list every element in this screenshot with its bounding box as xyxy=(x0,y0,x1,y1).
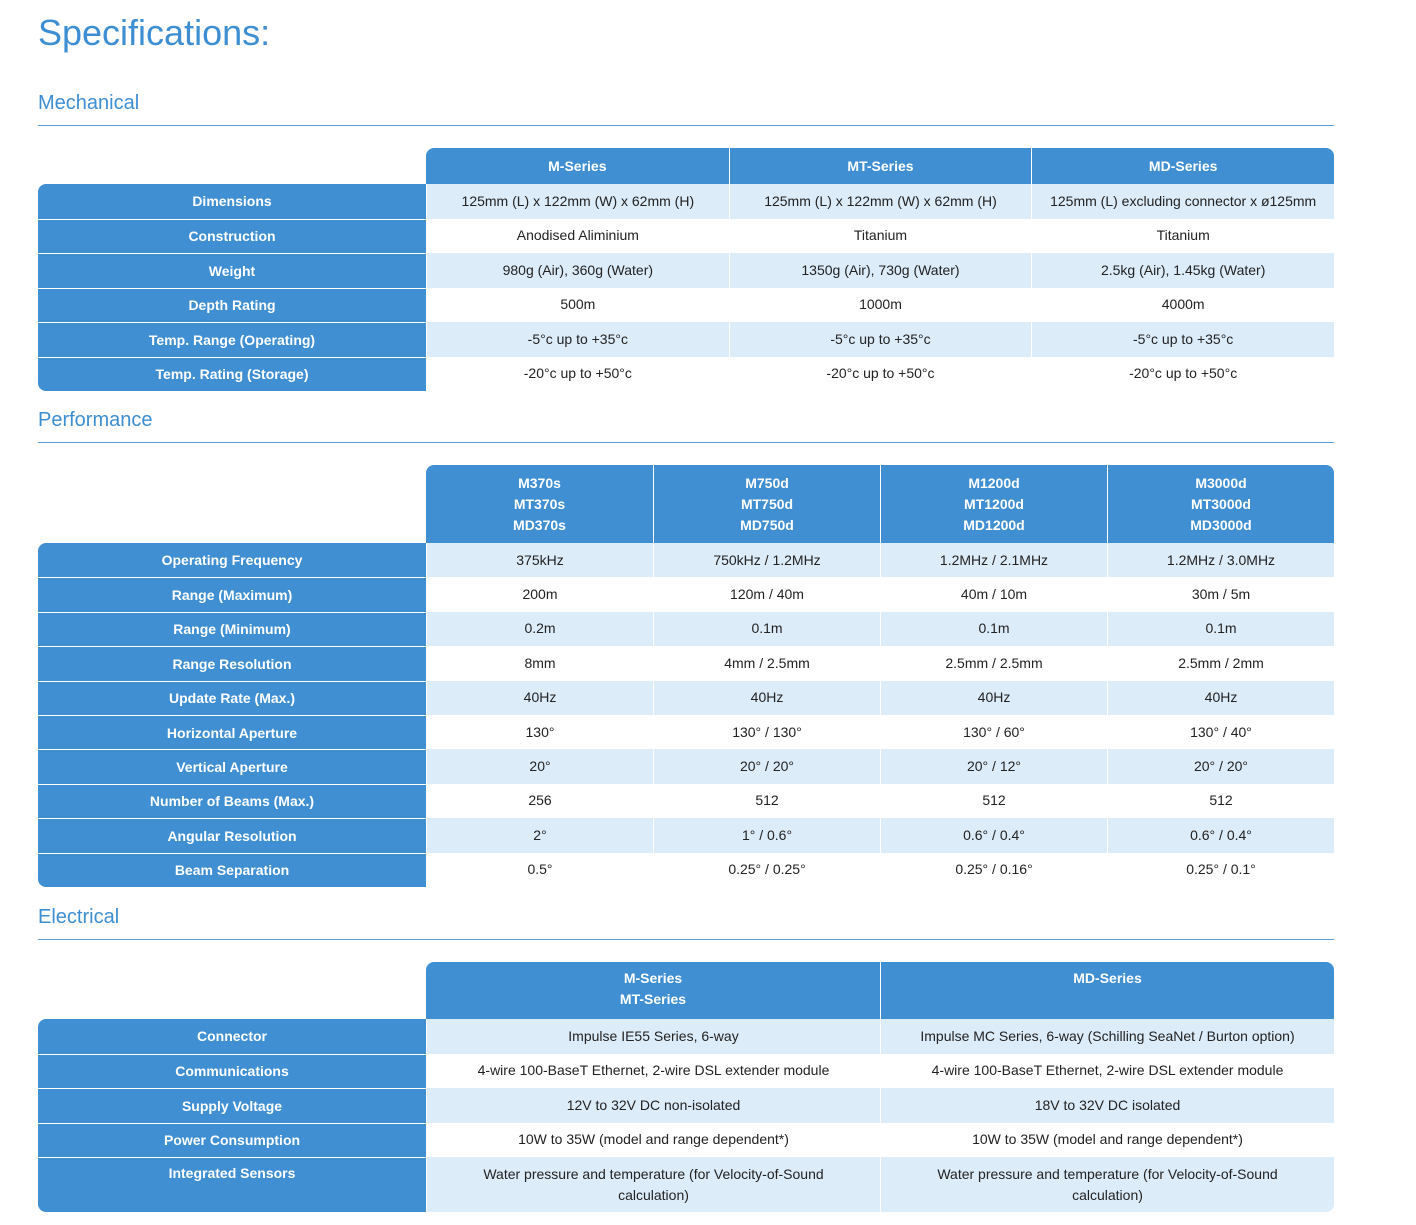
model-name: M1200d xyxy=(968,474,1020,491)
table-cell: 4-wire 100-BaseT Ethernet, 2-wire DSL extender module xyxy=(426,1054,880,1089)
table-cell: 1000m xyxy=(729,288,1032,323)
row-label: Range (Maximum) xyxy=(38,577,426,611)
table-cell: 30m / 5m xyxy=(1107,577,1334,611)
row-label: Beam Separation xyxy=(38,853,426,887)
section-title: Mechanical xyxy=(38,92,140,114)
table-cell: 0.6° / 0.4° xyxy=(1107,818,1334,852)
row-label: Dimensions xyxy=(38,184,426,219)
row-label: Weight xyxy=(38,253,426,288)
table-row xyxy=(38,1157,1334,1212)
table-row xyxy=(38,1088,1334,1123)
model-name: MD1200d xyxy=(963,516,1025,533)
table-cell: 500m xyxy=(426,288,729,323)
series-name: MT-Series xyxy=(619,991,687,1007)
row-label: Horizontal Aperture xyxy=(38,715,426,749)
model-name: M370s xyxy=(518,474,561,491)
row-label: Depth Rating xyxy=(38,288,426,323)
table-cell: 20° / 20° xyxy=(1107,749,1334,783)
mechanical-spec-table xyxy=(38,148,1334,391)
table-row xyxy=(38,357,1334,392)
table-row xyxy=(38,853,1334,887)
model-name: M3000d xyxy=(1195,474,1247,491)
table-cell: 20° xyxy=(426,749,653,783)
table-cell: 0.1m xyxy=(1107,612,1334,646)
table-row xyxy=(38,681,1334,715)
table-cell: 512 xyxy=(653,784,880,818)
model-name: MT370s xyxy=(513,495,566,512)
table-cell: 2.5mm / 2mm xyxy=(1107,646,1334,680)
cell-line: calculation) xyxy=(1072,1186,1143,1203)
table-cell: 512 xyxy=(880,784,1107,818)
table-cell: 375kHz xyxy=(426,543,653,577)
table-cell: 130° / 60° xyxy=(880,715,1107,749)
row-label: Connector xyxy=(38,1019,426,1054)
table-cell: 1.2MHz / 3.0MHz xyxy=(1107,543,1334,577)
section-heading-mechanical xyxy=(38,92,1334,126)
table-cell: 40m / 10m xyxy=(880,577,1107,611)
table-cell: 40Hz xyxy=(880,681,1107,715)
table-row xyxy=(38,818,1334,852)
model-name: MT750d xyxy=(740,495,794,512)
model-name: MD370s xyxy=(513,516,566,533)
table-cell: 200m xyxy=(426,577,653,611)
model-name: MT3000d xyxy=(1191,495,1251,512)
table-cell: 18V to 32V DC isolated xyxy=(880,1088,1334,1123)
table-row xyxy=(38,1019,1334,1054)
table-cell: 40Hz xyxy=(1107,681,1334,715)
table-cell: 130° xyxy=(426,715,653,749)
table-row xyxy=(38,219,1334,254)
row-label: Vertical Aperture xyxy=(38,749,426,783)
row-label: Temp. Rating (Storage) xyxy=(38,357,426,392)
table-cell: 10W to 35W (model and range dependent*) xyxy=(880,1123,1334,1158)
section-heading-performance xyxy=(38,409,1334,443)
row-label: Communications xyxy=(38,1054,426,1089)
table-cell: 125mm (L) excluding connector x ø125mm xyxy=(1031,184,1334,219)
column-header-m-series: M-Series xyxy=(426,148,729,184)
table-row xyxy=(38,646,1334,680)
electrical-spec-table xyxy=(38,962,1334,1212)
table-cell: 130° / 40° xyxy=(1107,715,1334,749)
table-cell: Anodised Aliminium xyxy=(426,219,729,254)
page-title: Specifications: xyxy=(38,12,271,53)
row-label: Range Resolution xyxy=(38,646,426,680)
table-row xyxy=(38,253,1334,288)
table-cell: 12V to 32V DC non-isolated xyxy=(426,1088,880,1123)
table-cell: 130° / 130° xyxy=(653,715,880,749)
header-blank-cell xyxy=(38,148,426,184)
table-cell: 980g (Air), 360g (Water) xyxy=(426,253,729,288)
section-title: Electrical xyxy=(38,906,120,928)
table-row xyxy=(38,1054,1334,1089)
column-header-m-mt-series xyxy=(426,962,880,1019)
table-row xyxy=(38,749,1334,783)
row-label: Integrated Sensors xyxy=(38,1157,426,1212)
cell-line: calculation) xyxy=(618,1186,689,1203)
table-cell: 2.5mm / 2.5mm xyxy=(880,646,1107,680)
table-row xyxy=(38,184,1334,219)
table-cell: 2° xyxy=(426,818,653,852)
series-name: MD-Series xyxy=(1073,970,1142,986)
model-name: MD3000d xyxy=(1190,516,1252,533)
table-cell: -5°c up to +35°c xyxy=(426,322,729,357)
table-cell: 0.25° / 0.1° xyxy=(1107,853,1334,887)
table-cell: 1350g (Air), 730g (Water) xyxy=(729,253,1032,288)
column-header-3000d xyxy=(1107,465,1334,543)
header-blank-cell xyxy=(38,962,426,1019)
column-header-370s xyxy=(426,465,653,543)
table-cell: Titanium xyxy=(1031,219,1334,254)
table-cell: 8mm xyxy=(426,646,653,680)
cell-line: Water pressure and temperature (for Velocity-of-Sound xyxy=(937,1165,1278,1182)
table-cell: 0.2m xyxy=(426,612,653,646)
row-label: Power Consumption xyxy=(38,1123,426,1158)
column-header-mt-series: MT-Series xyxy=(729,148,1032,184)
column-header-md-series: MD-Series xyxy=(1031,148,1334,184)
table-cell: -5°c up to +35°c xyxy=(729,322,1032,357)
table-cell xyxy=(426,1157,880,1212)
table-cell: 0.5° xyxy=(426,853,653,887)
table-cell: Titanium xyxy=(729,219,1032,254)
section-title: Performance xyxy=(38,409,153,431)
table-cell xyxy=(880,1157,1334,1212)
performance-spec-table xyxy=(38,465,1334,887)
row-label: Supply Voltage xyxy=(38,1088,426,1123)
model-name: M750d xyxy=(745,474,789,491)
table-row xyxy=(38,543,1334,577)
row-label: Construction xyxy=(38,219,426,254)
table-cell: 4000m xyxy=(1031,288,1334,323)
row-label: Operating Frequency xyxy=(38,543,426,577)
table-row xyxy=(38,784,1334,818)
table-cell: 0.25° / 0.16° xyxy=(880,853,1107,887)
table-cell: 20° / 12° xyxy=(880,749,1107,783)
cell-line: Water pressure and temperature (for Velocity-of-Sound xyxy=(483,1165,824,1182)
model-name: MD750d xyxy=(740,516,794,533)
table-cell: 2.5kg (Air), 1.45kg (Water) xyxy=(1031,253,1334,288)
table-cell: Impulse MC Series, 6-way (Schilling SeaNet / Burton option) xyxy=(880,1019,1334,1054)
table-cell: 0.1m xyxy=(653,612,880,646)
column-header-1200d xyxy=(880,465,1107,543)
table-cell: 1.2MHz / 2.1MHz xyxy=(880,543,1107,577)
table-row xyxy=(38,715,1334,749)
table-cell: -20°c up to +50°c xyxy=(729,357,1032,392)
table-cell: 40Hz xyxy=(653,681,880,715)
table-row xyxy=(38,322,1334,357)
table-row xyxy=(38,1123,1334,1158)
table-cell: 512 xyxy=(1107,784,1334,818)
header-blank-cell xyxy=(38,465,426,543)
series-name: M-Series xyxy=(623,970,683,986)
table-row xyxy=(38,288,1334,323)
section-heading-electrical xyxy=(38,906,1334,940)
table-cell: 125mm (L) x 122mm (W) x 62mm (H) xyxy=(426,184,729,219)
table-header-row xyxy=(38,465,1334,543)
table-row xyxy=(38,612,1334,646)
table-cell: 0.6° / 0.4° xyxy=(880,818,1107,852)
table-cell: 120m / 40m xyxy=(653,577,880,611)
row-label: Temp. Range (Operating) xyxy=(38,322,426,357)
table-cell: 40Hz xyxy=(426,681,653,715)
table-header-row xyxy=(38,962,1334,1019)
table-header-row xyxy=(38,148,1334,184)
row-label: Update Rate (Max.) xyxy=(38,681,426,715)
row-label: Range (Minimum) xyxy=(38,612,426,646)
table-cell: 0.1m xyxy=(880,612,1107,646)
column-header-750d xyxy=(653,465,880,543)
table-cell: 256 xyxy=(426,784,653,818)
table-cell: 750kHz / 1.2MHz xyxy=(653,543,880,577)
table-cell: -20°c up to +50°c xyxy=(426,357,729,392)
table-cell: 4-wire 100-BaseT Ethernet, 2-wire DSL extender module xyxy=(880,1054,1334,1089)
table-cell: 4mm / 2.5mm xyxy=(653,646,880,680)
table-cell: -20°c up to +50°c xyxy=(1031,357,1334,392)
table-cell: -5°c up to +35°c xyxy=(1031,322,1334,357)
row-label: Number of Beams (Max.) xyxy=(38,784,426,818)
row-label: Angular Resolution xyxy=(38,818,426,852)
table-cell: 20° / 20° xyxy=(653,749,880,783)
table-cell: 1° / 0.6° xyxy=(653,818,880,852)
table-row xyxy=(38,577,1334,611)
table-cell: 125mm (L) x 122mm (W) x 62mm (H) xyxy=(729,184,1032,219)
model-name: MT1200d xyxy=(964,495,1024,512)
column-header-md-series xyxy=(880,962,1334,1019)
table-cell: 0.25° / 0.25° xyxy=(653,853,880,887)
table-cell: Impulse IE55 Series, 6-way xyxy=(426,1019,880,1054)
table-cell: 10W to 35W (model and range dependent*) xyxy=(426,1123,880,1158)
